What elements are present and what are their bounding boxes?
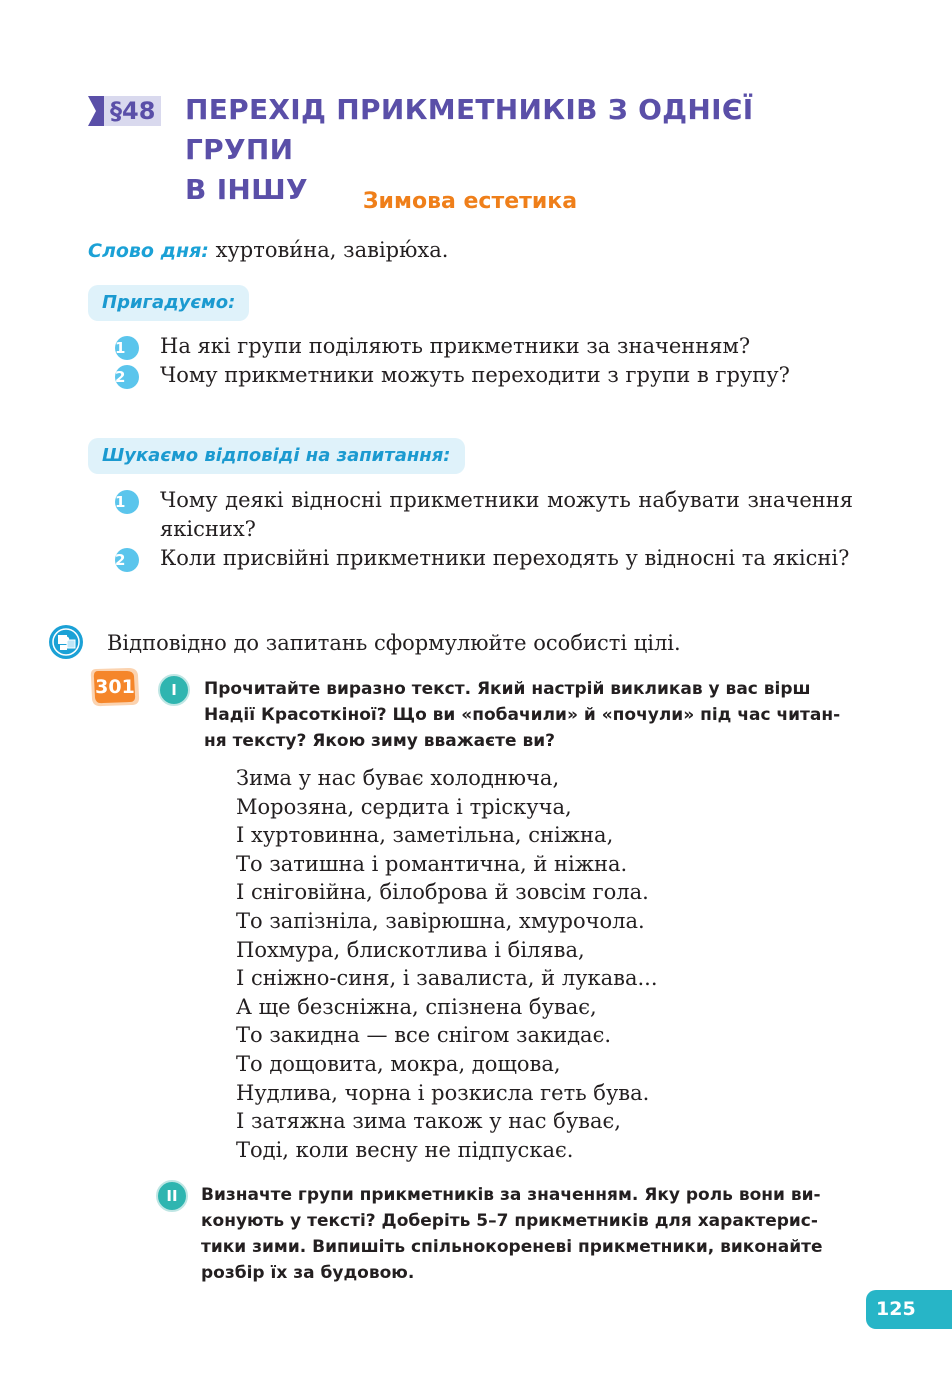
question-text: Чому прикметники можуть переходити з групи в групу?	[160, 363, 790, 387]
poem-line: А ще безсніжна, спізнена буває,	[236, 994, 597, 1019]
task-line: Прочитайте виразно текст. Який настрій викликав у вас вірш	[204, 679, 811, 699]
task-1-text	[204, 676, 840, 754]
poem-line: Похмура, блискотлива і білява,	[236, 937, 585, 962]
number-badge: 1	[115, 336, 139, 360]
number-badge: 2	[115, 548, 139, 572]
question-text: Коли присвійні прикметники переходять у відносні та якісні?	[160, 546, 850, 570]
lesson-subtitle: Зимова естетика	[362, 189, 578, 214]
recall-list	[115, 332, 853, 390]
goal-text: Відповідно до запитань сформулюйте особисті цілі.	[107, 631, 681, 655]
poem-line: Зима у нас буває холоднюча,	[236, 766, 560, 790]
title-line-2: В ІНШУ	[185, 173, 308, 206]
poem-line: І хуртовинна, заметільна, сніжна,	[236, 823, 614, 848]
poem-line: То затишна і романтична, й ніжна.	[236, 851, 628, 876]
search-heading: Шукаємо відповіді на запитання:	[88, 438, 465, 474]
poem-line: Морозяна, сердита і тріскуча,	[236, 794, 572, 819]
word-of-day-label: Слово дня:	[88, 240, 209, 262]
target-puzzle-icon	[48, 624, 84, 660]
poem-line: То закидна — все снігом закидає.	[236, 1023, 612, 1048]
search-list	[115, 486, 853, 573]
task-2-text	[201, 1182, 823, 1286]
list-item	[115, 486, 853, 544]
title-line-1: ПЕРЕХІД ПРИКМЕТНИКІВ З ОДНІЄЇ ГРУПИ	[185, 93, 754, 166]
list-item	[115, 332, 853, 361]
poem-line: То дощовита, мокра, дощова,	[236, 1051, 561, 1076]
task-roman-badge: I	[158, 674, 190, 706]
section-number: §48	[104, 96, 161, 126]
number-badge: 1	[115, 490, 139, 514]
poem-line: І сніговійна, білоброва й зовсім гола.	[236, 880, 649, 905]
task-line: тики зими. Випишіть спільнокореневі прикметники, виконайте	[201, 1237, 823, 1257]
poem	[236, 764, 658, 1164]
task-line: розбір їх за будовою.	[201, 1263, 415, 1283]
poem-line: Нудлива, чорна і розкисла геть бува.	[236, 1080, 650, 1105]
exercise-number	[88, 665, 142, 709]
poem-line: І затяжна зима також у нас буває,	[236, 1109, 621, 1134]
page-number: 125	[866, 1290, 952, 1329]
exercise-number-label: 301	[95, 676, 135, 698]
list-item	[115, 544, 853, 573]
word-of-day	[88, 234, 448, 267]
task-roman-badge: II	[156, 1180, 188, 1212]
recall-heading: Пригадуємо:	[88, 285, 249, 321]
question-text: Чому деякі відносні прикметники можуть набувати значення якісних?	[160, 488, 853, 541]
poem-line: Тоді, коли весну не підпускає.	[236, 1137, 574, 1162]
task-line: Визначте групи прикметників за значенням. Яку роль вони ви-	[201, 1185, 821, 1205]
task-line: Надії Красоткіної? Що ви «побачили» й «почули» під час читан-	[204, 705, 841, 725]
question-text: На які групи поділяють прикметники за значенням?	[160, 334, 751, 358]
task-line: ня тексту? Якою зиму вважаєте ви?	[204, 731, 556, 751]
list-item	[115, 361, 853, 390]
number-badge: 2	[115, 365, 139, 389]
task-line: конують у тексті? Доберіть 5–7 прикметників для характерис-	[201, 1211, 818, 1231]
word-of-day-text: хуртови́на, завірю́ха.	[215, 238, 449, 262]
poem-line: То запізніла, завірюшна, хмурочола.	[236, 908, 645, 933]
poem-line: І сніжно-синя, і завалиста, й лукава...	[236, 966, 658, 991]
